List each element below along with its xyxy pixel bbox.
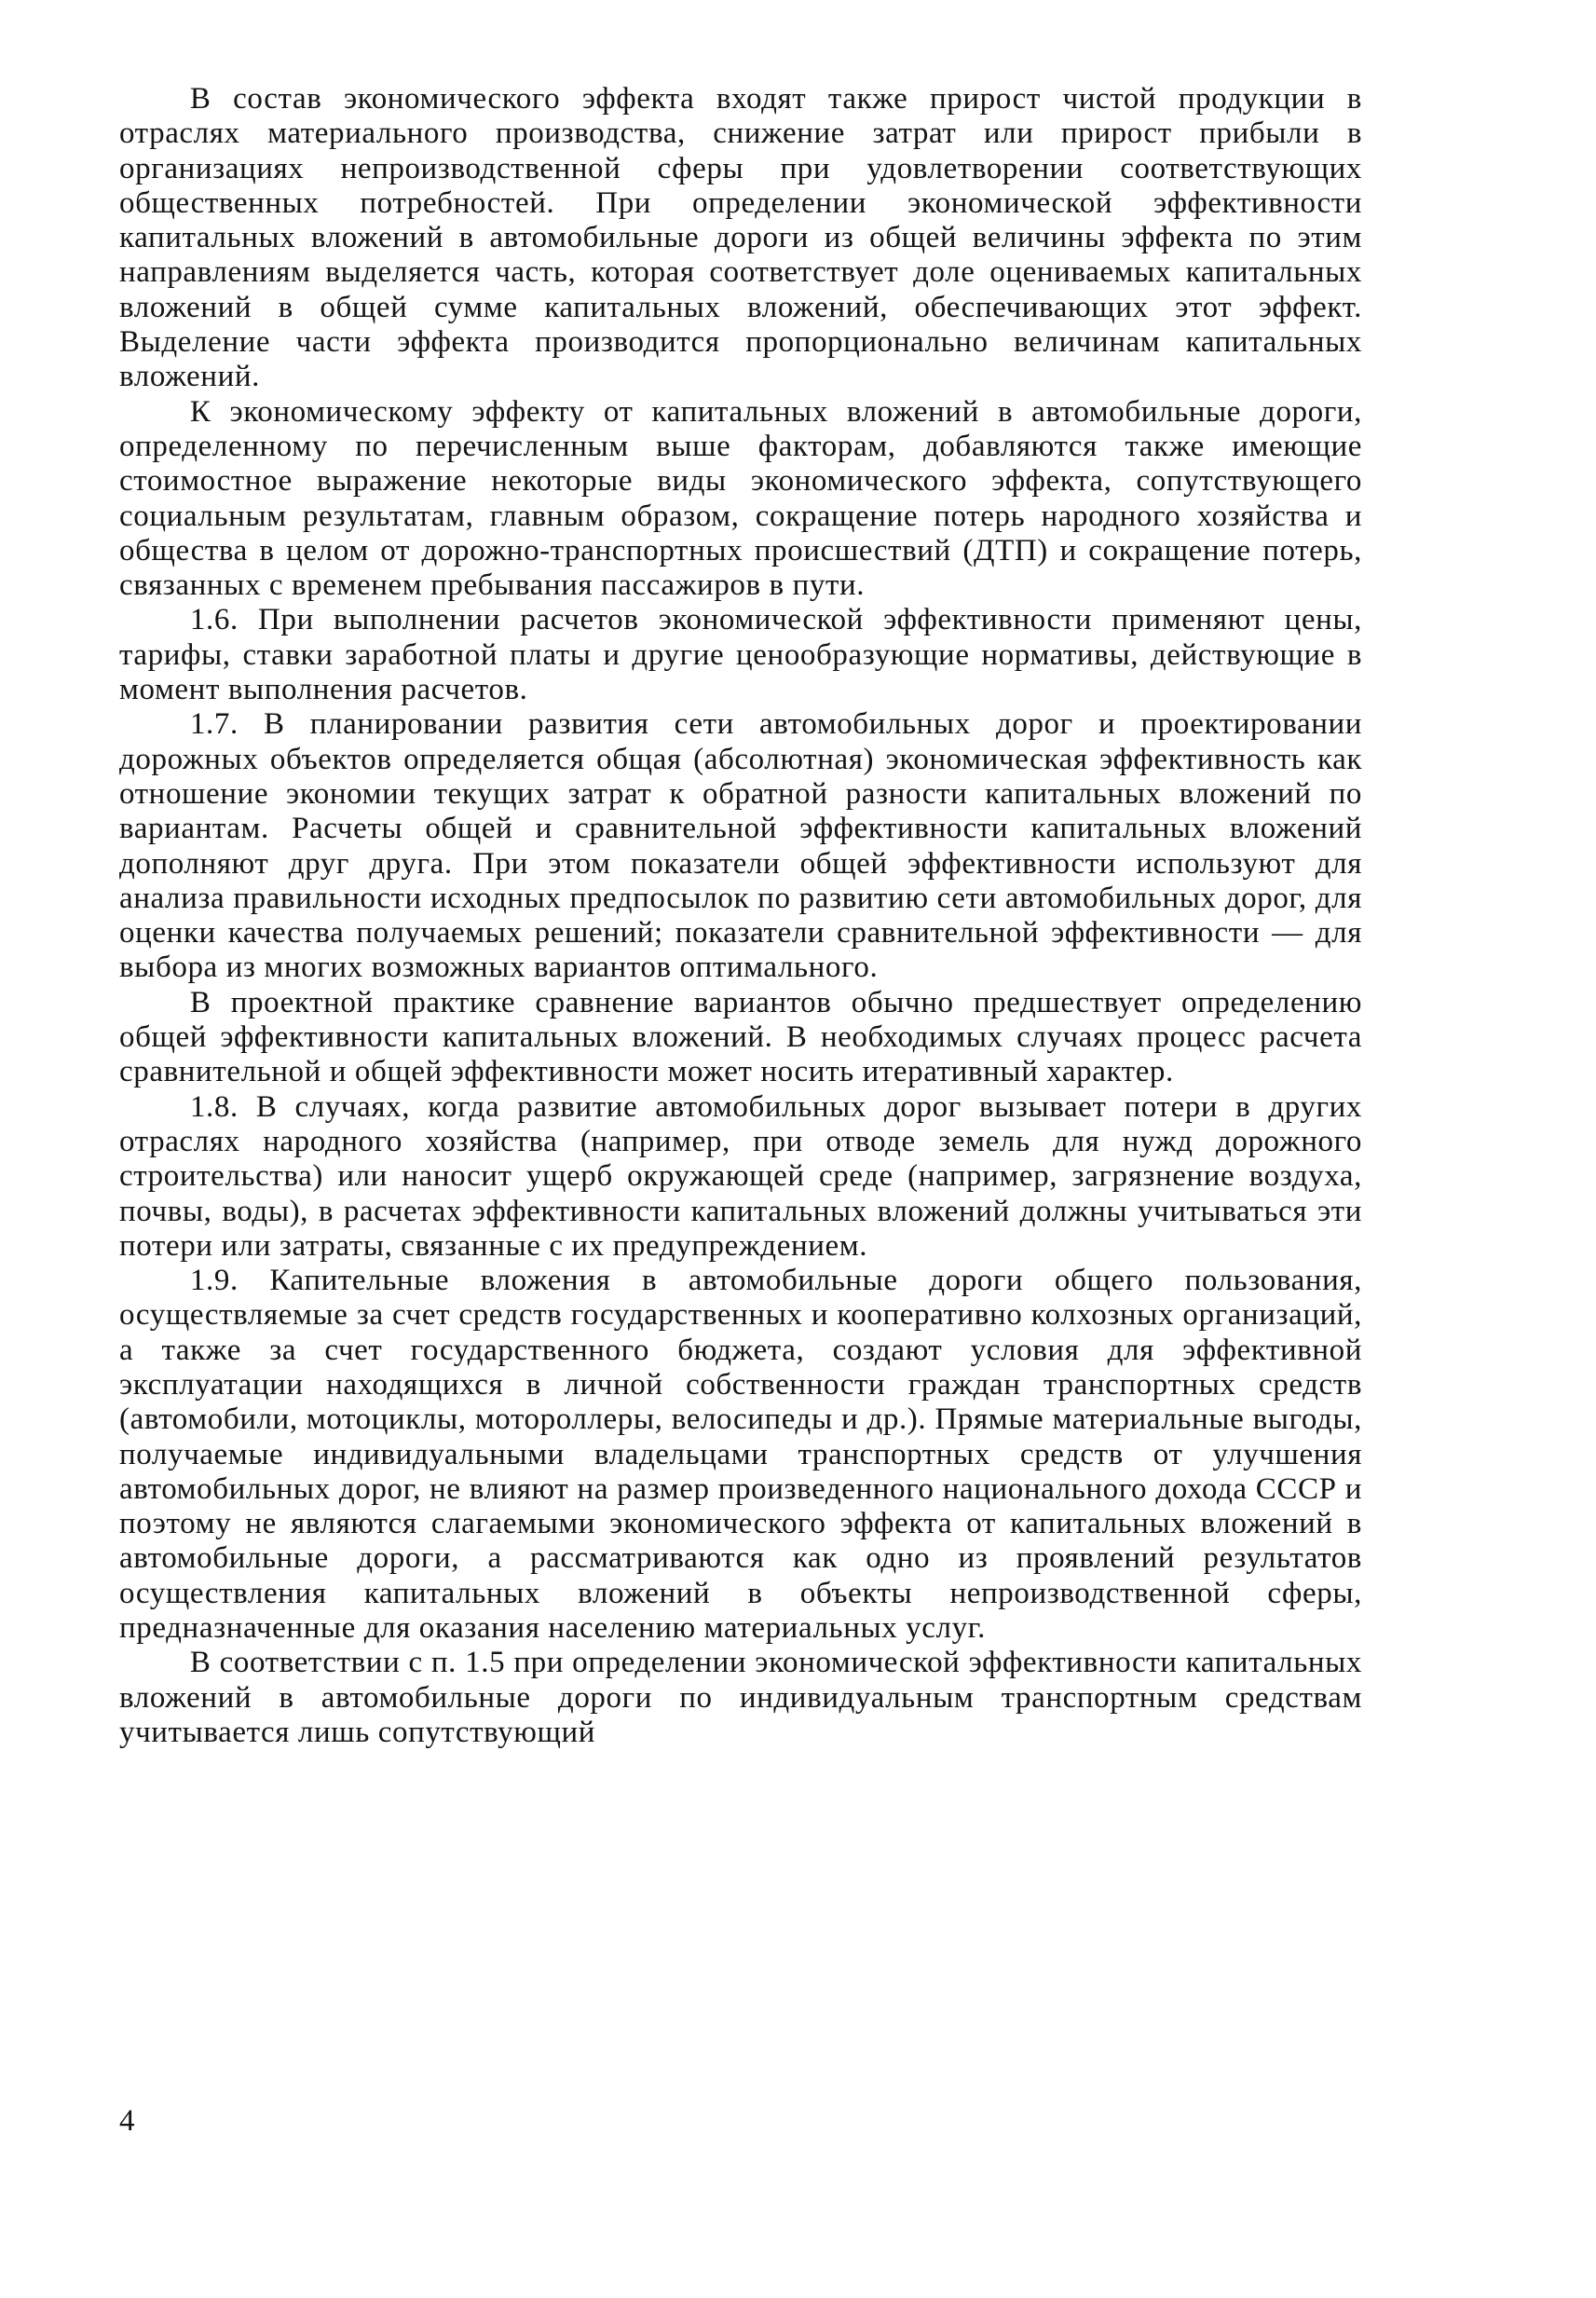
paragraph-accordance-1-5: В соответствии с п. 1.5 при определении экономической эффективности капитальных вложений в автомобильные дороги по индивидуальным транспортным средствам учитывается лишь сопутствующий bbox=[119, 1646, 1362, 1749]
page-number: 4 bbox=[119, 2104, 135, 2138]
paragraph-1-7: 1.7. В планировании развития сети автомобильных дорог и проектировании дорожных объектов определяется общая (абсолютная) экономическая эффективность как отношение экономии текущих затрат к обратной разности капитальных вложений по вариантам. Расчеты общей и сравнительной эффективности капитальных вложений дополняют друг друга. При этом показатели общей эффективности используют для анализа правильности исходных предпосылок по развитию сети автомобильных дорог, для оценки качества получаемых решений; показатели сравнительной эффективности — для выбора из многих возможных вариантов оптимального. bbox=[119, 707, 1362, 985]
paragraph-1-6: 1.6. При выполнении расчетов экономической эффективности применяют цены, тарифы, ставки заработной платы и другие ценообразующие нормативы, действующие в момент выполнения расчетов. bbox=[119, 603, 1362, 707]
paragraph-1-8: 1.8. В случаях, когда развитие автомобильных дорог вызывает потери в других отраслях народного хозяйства (например, при отводе земель для нужд дорожного строительства) или наносит ущерб окружающей среде (например, загрязнение воздуха, почвы, воды), в расчетах эффективности капитальных вложений должны учитываться эти потери или затраты, связанные с их предупреждением. bbox=[119, 1089, 1362, 1263]
paragraph-social-effect: К экономическому эффекту от капитальных вложений в автомобильные дороги, определенному по перечисленным выше факторам, добавляются также имеющие стоимостное выражение некоторые виды экономического эффекта, сопутствующего социальным результатам, главным образом, сокращение потерь народного хозяйства и общества в целом от дорожно-транспортных происшествий (ДТП) и сокращение потерь, связанных с временем пребывания пассажиров в пути. bbox=[119, 394, 1362, 603]
body-text bbox=[119, 82, 1362, 1750]
paragraph-design-practice: В проектной практике сравнение вариантов обычно предшествует определению общей эффективности капитальных вложений. В необходимых случаях процесс расчета сравнительной и общей эффективности может носить итеративный характер. bbox=[119, 985, 1362, 1089]
paragraph-economic-effect-composition: В состав экономического эффекта входят также прирост чистой продукции в отраслях материального производства, снижение затрат или прирост прибыли в организациях непроизводственной сферы при удовлетворении соответствующих общественных потребностей. При определении экономической эффективности капитальных вложений в автомобильные дороги из общей величины эффекта по этим направлениям выделяется часть, которая соответствует доле оцениваемых капитальных вложений в общей сумме капитальных вложений, обеспечивающих этот эффект. Выделение части эффекта производится пропорционально величинам капитальных вложений. bbox=[119, 82, 1362, 394]
paragraph-1-9: 1.9. Капительные вложения в автомобильные дороги общего пользования, осуществляемые за счет средств государственных и кооперативно колхозных организаций, а также за счет государственного бюджета, создают условия для эффективной эксплуатации находящихся в личной собственности граждан транспортных средств (автомобили, мотоциклы, мотороллеры, велосипеды и др.). Прямые материальные выгоды, получаемые индивидуальными владельцами транспортных средств от улучшения автомобильных дорог, не влияют на размер произведенного национального дохода СССР и поэтому не являются слагаемыми экономического эффекта от капитальных вложений в автомобильные дороги, а рассматриваются как одно из проявлений результатов осуществления капитальных вложений в объекты непроизводственной сферы, предназначенные для оказания населению материальных услуг. bbox=[119, 1264, 1362, 1646]
